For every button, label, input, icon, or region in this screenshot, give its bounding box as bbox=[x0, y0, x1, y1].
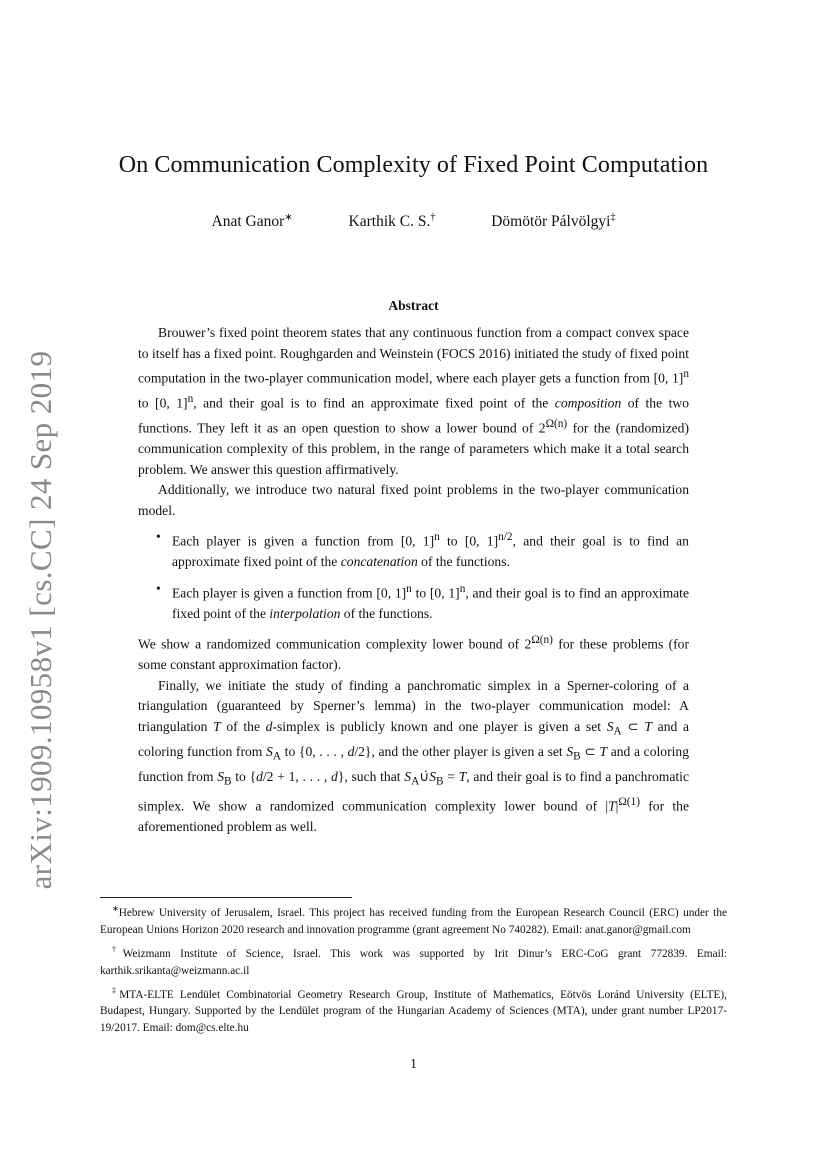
footnote-text: MTA-ELTE Lendület Combinatorial Geometry Research Group, Institute of Mathematics, Eötvös Loránd University (ELTE), Budapest, Hungary. Supported by the Lendület program of the Hungarian Academy of Sciences (MTA), under grant number LP2017-19/2017. Email: dom@cs.elte.hu bbox=[100, 988, 728, 1035]
text: }, such that bbox=[337, 769, 405, 785]
text: of the functions. bbox=[340, 605, 433, 621]
math-op: ∪̇ bbox=[419, 769, 430, 785]
math-var: S bbox=[404, 769, 412, 785]
author-footnote-mark: ‡ bbox=[610, 212, 616, 223]
math-sub: B bbox=[223, 775, 232, 788]
author-3 bbox=[491, 212, 615, 231]
math-sup: Ω(n) bbox=[531, 634, 553, 647]
text: to [0, 1] bbox=[411, 585, 460, 601]
footnote-divider bbox=[100, 897, 352, 898]
text: -simplex is publicly known and one player is given a set bbox=[272, 718, 607, 734]
text: We show a randomized communication complexity lower bound of 2 bbox=[138, 636, 532, 652]
math-var: S bbox=[266, 743, 273, 759]
paper-title: On Communication Complexity of Fixed Point Computation bbox=[118, 152, 709, 178]
math-var: S bbox=[429, 769, 436, 785]
math-sup: Ω(1) bbox=[618, 796, 641, 809]
text: Each player is given a function from [0, 1] bbox=[172, 533, 435, 549]
footnote-text: Weizmann Institute of Science, Israel. This work was supported by Irit Dinur’s ERC-CoG grant 772839. Email: karthik.srikanta@weizmann.ac.il bbox=[100, 947, 728, 977]
text: for these problems (for some constant approximation factor). bbox=[138, 636, 689, 673]
author-name: Karthik C. S. bbox=[348, 213, 431, 231]
math-sub: B bbox=[573, 750, 581, 763]
list-item bbox=[156, 579, 689, 625]
math-var: S bbox=[606, 718, 614, 734]
emphasis: interpolation bbox=[269, 605, 341, 621]
list-item bbox=[156, 527, 689, 573]
math-var: T bbox=[599, 743, 608, 759]
math-sup: n bbox=[683, 368, 689, 380]
arxiv-identifier: arXiv:1909.10958v1 [cs.CC] 24 Sep 2019 bbox=[23, 350, 58, 890]
text: ⊂ bbox=[580, 743, 600, 759]
author-2 bbox=[349, 212, 436, 231]
text: and a coloring function from bbox=[138, 743, 689, 785]
math-var: T bbox=[644, 718, 652, 734]
math-sub: A bbox=[272, 750, 282, 763]
author-footnote-mark: ∗ bbox=[284, 212, 293, 223]
footnote-text: Hebrew University of Jerusalem, Israel. This project has received funding from the European Research Council (ERC) under the European Unions Horizon 2020 research and innovation programme (grant agreement No 740282). Email: anat.ganor@gmail.com bbox=[100, 906, 727, 936]
text: for the (randomized) communication complexity of this problem, in the range of parameters which make it a total search problem. We answer this question affirmatively. bbox=[138, 420, 689, 477]
text: , and their goal is to find an approximate fixed point of the bbox=[172, 533, 689, 570]
abstract-paragraph-1 bbox=[138, 323, 689, 480]
footnote-3 bbox=[100, 982, 727, 1038]
text: for the aforementioned problem as well. bbox=[138, 798, 689, 835]
text: = bbox=[443, 769, 459, 785]
text: Finally, we initiate the study of finding a panchromatic simplex in a Sperner-coloring of a triangulation (guaranteed by Sperner’s lemma) in the two-player communication model: A triangulation bbox=[138, 677, 689, 734]
bullet-icon: • bbox=[156, 529, 161, 545]
text: /2 + 1, . . . , bbox=[262, 769, 332, 785]
math-var: S bbox=[217, 769, 224, 785]
math-sub: B bbox=[436, 775, 444, 788]
text: of the two functions. They left it as an open question to show a lower bound of 2 bbox=[138, 395, 689, 436]
math-sup: n bbox=[187, 393, 194, 406]
text: to [0, 1] bbox=[138, 395, 188, 411]
math-var: T bbox=[608, 798, 616, 814]
abstract-heading: Abstract bbox=[388, 298, 439, 313]
text: of the functions. bbox=[417, 554, 510, 570]
text: to [0, 1] bbox=[439, 533, 499, 549]
footnote-1 bbox=[100, 900, 727, 939]
page-number: 1 bbox=[410, 1057, 417, 1072]
author-list bbox=[0, 212, 827, 231]
text: /2}, and the other player is given a set bbox=[354, 743, 567, 759]
text: and a coloring function from bbox=[138, 718, 689, 759]
math-sup: n bbox=[406, 582, 412, 595]
footnote-mark: † bbox=[112, 944, 123, 954]
problem-list bbox=[138, 527, 689, 624]
math-var: S bbox=[566, 743, 574, 759]
math-sub: A bbox=[613, 725, 622, 738]
math-sup: n bbox=[434, 531, 440, 544]
emphasis: concatenation bbox=[340, 554, 418, 570]
math-sup: n/2 bbox=[498, 531, 513, 544]
author-1 bbox=[212, 212, 293, 231]
author-footnote-mark: † bbox=[430, 212, 436, 223]
author-name: Anat Ganor bbox=[211, 213, 285, 231]
text: , and their goal is to find an approximate fixed point of the bbox=[172, 585, 689, 621]
footnote-mark: ‡ bbox=[112, 985, 120, 995]
math-var: d bbox=[265, 718, 273, 734]
math-var: d bbox=[331, 769, 338, 785]
footnote-2 bbox=[100, 941, 727, 980]
math-var: T bbox=[458, 769, 467, 785]
math-sup: n bbox=[459, 582, 466, 595]
math-var: d bbox=[256, 769, 263, 785]
text: ⊂ bbox=[621, 718, 645, 734]
text: , and their goal is to find an approximate fixed point of the bbox=[193, 395, 555, 411]
text: Brouwer’s fixed point theorem states that any continuous function from a compact convex space to itself has a fixed point. Roughgarden and Weinstein (FOCS 2016) initiated the study of fixed point computation in the two-player communication model, where each player gets a function from [0, 1] bbox=[138, 325, 689, 386]
math-sup: Ω(n) bbox=[545, 418, 568, 431]
abstract-body bbox=[138, 323, 689, 838]
arxiv-sidebar bbox=[18, 350, 64, 890]
text: to {0, . . . , bbox=[281, 743, 348, 759]
text: of the bbox=[220, 718, 266, 734]
text: | bbox=[615, 798, 619, 814]
abstract-paragraph-4 bbox=[138, 676, 689, 838]
emphasis: composition bbox=[554, 395, 622, 411]
footnotes bbox=[100, 900, 727, 1039]
text: to { bbox=[231, 769, 257, 785]
author-name: Dömötör Pálvölgyi bbox=[491, 213, 611, 231]
text: , and their goal is to find a panchromatic simplex. We show a randomized communication complexity lower bound of | bbox=[138, 769, 689, 814]
abstract-paragraph-2: Additionally, we introduce two natural fixed point problems in the two-player communication model. bbox=[138, 482, 689, 518]
text: Each player is given a function from [0, 1] bbox=[172, 585, 407, 601]
math-sub: A bbox=[411, 775, 420, 788]
abstract-paragraph-3 bbox=[138, 630, 689, 676]
bullet-icon: • bbox=[156, 580, 161, 596]
math-var: d bbox=[347, 743, 355, 759]
math-var: T bbox=[213, 718, 221, 734]
footnote-mark: ∗ bbox=[112, 904, 119, 913]
